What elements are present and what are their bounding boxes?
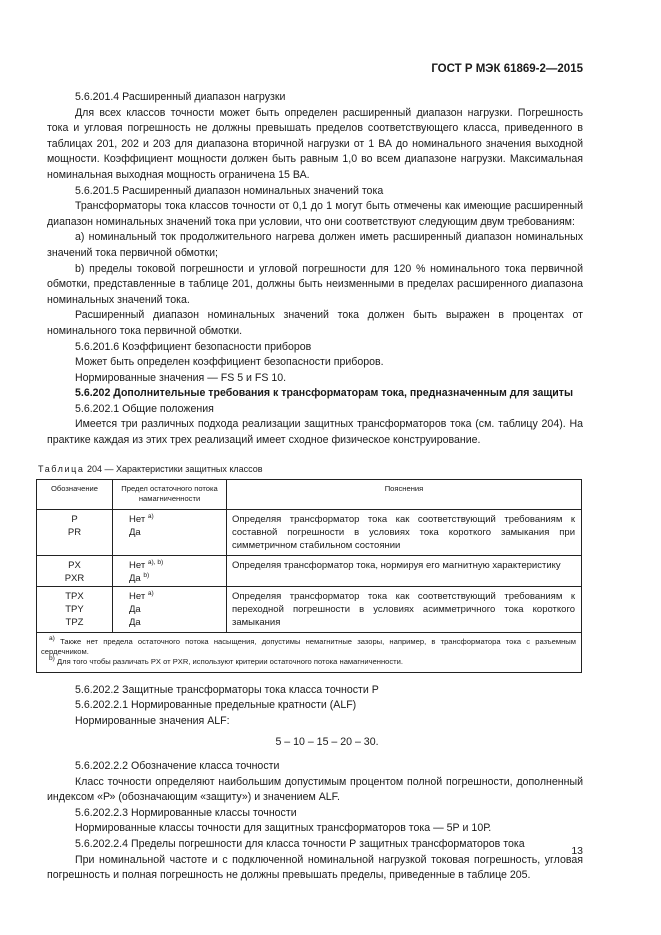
section-heading: 5.6.202.2.3 Нормированные классы точности xyxy=(75,806,297,819)
class-code: PR xyxy=(67,526,82,538)
class-code: TPY xyxy=(65,603,84,615)
limit-cell xyxy=(113,586,227,632)
paragraph: Для всех классов точности может быть определен расширенный диапазон нагрузки. Погрешность тока и угловая погрешность не должны превышать пределов соответствующего класса, приведенного в таблицах 201, 202 и 203 для диапазона вторичной нагрузки от 1 ВА до номинального значения выходной мощности. Коэффициент мощности должен быть равным 1,0 во всем диапазоне нагрузки. Максимальная номинальная выходная мощность ограничена 15 ВА. xyxy=(47,106,583,181)
table-caption-word: Таблица xyxy=(38,463,85,474)
limit-cell xyxy=(113,555,227,586)
class-code: P xyxy=(71,513,78,525)
alf-values: 5 – 10 – 15 – 20 – 30. xyxy=(275,736,379,749)
paragraph: Трансформаторы тока классов точности от 0,1 до 1 могут быть отмечены как имеющие расширенный диапазон номинальных значений тока при условии, что они соответствуют следующим двум требованиям: xyxy=(47,200,583,228)
paragraph: Класс точности определяют наибольшим допустимым процентом полной погрешности, дополненный индексом «Р» (обозначающим «защиту») и значением ALF. xyxy=(47,775,583,804)
table-caption-text: 204 — Характеристики защитных классов xyxy=(87,463,263,474)
header-designation: Обозначение xyxy=(37,479,113,509)
table-notes-row xyxy=(37,632,582,672)
paragraph: Нормированные значения ALF: xyxy=(75,714,230,727)
designation-cell xyxy=(37,555,113,586)
table-row xyxy=(37,555,582,586)
limit-value: Да xyxy=(129,616,141,628)
table-notes xyxy=(37,632,582,672)
limit-value: Да xyxy=(129,526,141,538)
class-code: PXR xyxy=(64,572,85,584)
explanation-cell: Определяя трансформатор тока, нормируя его магнитную характеристику xyxy=(227,555,582,586)
table-footnote: $^{a)}$ Также нет предела остаточного потока насыщения, допустимы немагнитные зазоры, например, в трансформатора тока с разъемным сердечником. xyxy=(41,634,576,656)
table-footnote: $^{b)}$ Для того чтобы различать PX от PXR, используют критерии остаточного потока намагниченности. xyxy=(49,654,403,666)
limit-value: Нет $^{a), b)}$ xyxy=(129,558,164,571)
list-item: а) номинальный ток продолжительного нагрева должен иметь расширенный диапазон номинальных значений тока первичной обмотки; xyxy=(47,231,583,259)
header-remanence-limit: Предел остаточного потока намагниченности xyxy=(113,479,227,509)
paragraph: Может быть определен коэффициент безопасности приборов. xyxy=(75,356,384,369)
footnote-ref: a), b) xyxy=(147,558,164,566)
table-header-row xyxy=(37,479,582,509)
class-code: TPX xyxy=(65,590,84,602)
page-number: 13 xyxy=(571,845,583,857)
list-item: b) пределы токовой погрешности и угловой погрешности для 120 % номинального тока первичной обмотки, представленные в таблице 201, должны быть неизменными в пределах расширенного диапазона номинальных значений тока. xyxy=(47,262,583,306)
limit-value: Да xyxy=(129,603,141,615)
footnote-ref: a) xyxy=(147,589,154,597)
footnote-ref: b) xyxy=(143,571,150,579)
paragraph: При номинальной частоте и с подключенной номинальной нагрузкой токовая погрешность, угловая погрешность и полная погрешность не должны превышать пределы, приведенные в таблице 205. xyxy=(47,853,583,882)
section-heading: 5.6.201.6 Коэффициент безопасности приборов xyxy=(75,340,312,353)
section-heading-bold: 5.6.202 Дополнительные требования к трансформаторам тока, предназначенным для защиты xyxy=(75,387,574,400)
paragraph: Нормированные значения — FS 5 и FS 10. xyxy=(75,371,287,384)
designation-cell xyxy=(37,509,113,555)
table-row xyxy=(37,509,582,555)
standard-header: ГОСТ Р МЭК 61869-2—2015 xyxy=(431,63,583,75)
limit-value: Да $^{b)}$ xyxy=(129,571,150,584)
section-heading: 5.6.202.2 Защитные трансформаторы тока класса точности Р xyxy=(75,683,379,696)
section-heading: 5.6.202.2.1 Нормированные предельные кратности (ALF) xyxy=(75,699,357,712)
section-heading: 5.6.201.4 Расширенный диапазон нагрузки xyxy=(75,91,286,103)
explanation-cell: Определяя трансформатор тока как соответствующий требованиям к переходной погрешности в условиях асимметричного тока короткого замыкания xyxy=(227,586,582,632)
page-content xyxy=(38,90,583,884)
section-heading: 5.6.202.1 Общие положения xyxy=(75,402,214,415)
paragraph: Имеется три различных подхода реализации защитных трансформаторов тока (см. таблицу 204). На практике каждая из этих трех реализаций имеет сходное физическое конструирование. xyxy=(47,418,583,447)
table-caption xyxy=(38,464,583,474)
paragraph: Расширенный диапазон номинальных значений тока должен быть выражен в процентах от номинального тока первичной обмотки. xyxy=(47,309,583,337)
paragraph: Нормированные классы точности для защитных трансформаторов тока — 5Р и 10Р. xyxy=(75,822,492,835)
limit-value: Нет $^{a)}$ xyxy=(129,512,154,525)
protection-classes-table xyxy=(36,479,582,673)
footnote-ref: a) xyxy=(147,512,154,520)
limit-cell xyxy=(113,509,227,555)
header-explanation: Пояснения xyxy=(227,479,582,509)
section-heading: 5.6.202.2.2 Обозначение класса точности xyxy=(75,760,280,773)
limit-value: Нет $^{a)}$ xyxy=(129,589,154,602)
explanation-cell: Определяя трансформатор тока как соответствующий требованиям к составной погрешности в условиях тока короткого замыкания при симметричном стабильном состоянии xyxy=(227,509,582,555)
class-code: TPZ xyxy=(65,616,84,628)
section-heading: 5.6.202.2.4 Пределы погрешности для класса точности Р защитных трансформаторов тока xyxy=(75,838,525,850)
designation-cell xyxy=(37,586,113,632)
section-heading: 5.6.201.5 Расширенный диапазон номинальных значений тока xyxy=(75,184,384,197)
table-row xyxy=(37,586,582,632)
class-code: PX xyxy=(68,559,81,571)
